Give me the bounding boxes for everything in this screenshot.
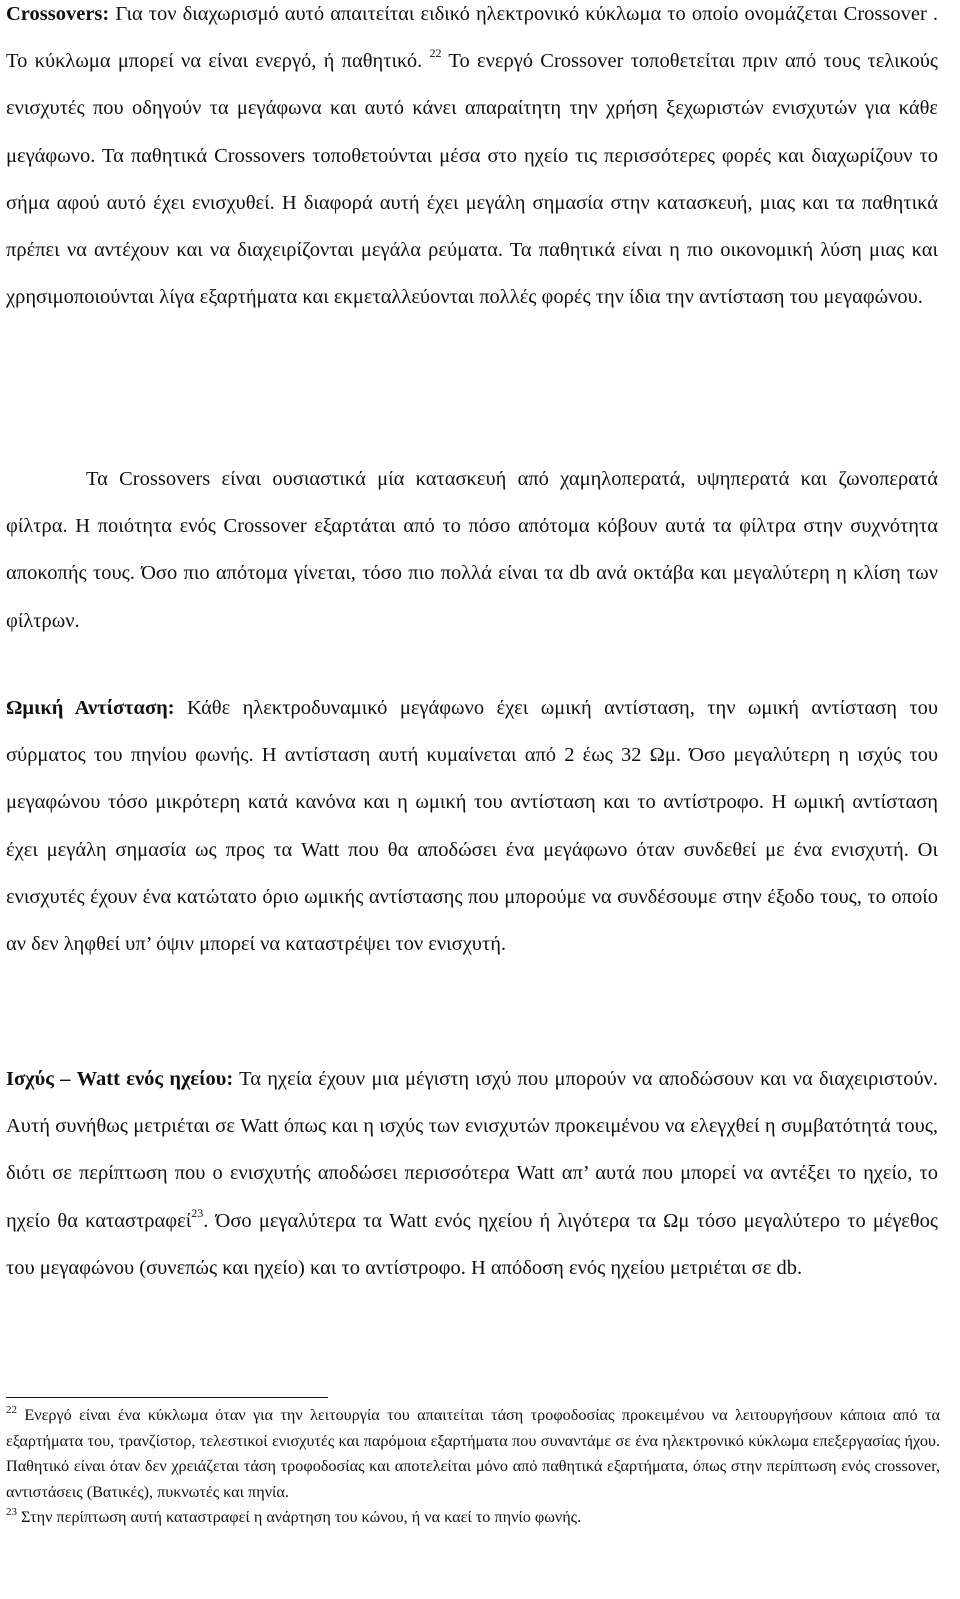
paragraph-text: Κάθε ηλεκτροδυναμικό μεγάφωνο έχει ωμική αντίσταση, την ωμική αντίσταση του σύρματος του πηνίου φωνής. Η αντίσταση αυτή κυμαίνεται από 2 έως 32 Ωμ. Όσο μεγαλύτερη η ισχύς του μεγαφώνου τόσο μικρότερη κατά κανόνα και η ωμική του αντίσταση και το αντίστροφο. Η ωμική αντίσταση έχει μεγάλη σημασία ως προς τα Watt που θα αποδώσει ένα μεγάφωνο όταν συνδεθεί με ένα ενισχυτή. Οι ενισχυτές έχουν ένα κατώτατο όριο ωμικής αντίστασης που μπορούμε να συνδέσουμε στην έξοδο τους, το οποίο αν δεν ληφθεί υπ’ όψιν μπορεί να καταστρέψει τον ενισχυτή. (6, 697, 938, 956)
footnote-number: 22 (6, 1403, 17, 1416)
paragraph-speaker-power (6, 1056, 938, 1292)
paragraph-text: Τα ηχεία έχουν μια μέγιστη ισχύ που μπορούν να αποδώσουν και να διαχειριστούν. Αυτή συνήθως μετριέται σε Watt όπως και η ισχύς των ενισχυτών προκειμένου να ελεγχθεί η συμβατότητά τους, διότι σε περίπτωση που ο ενισχυτής αποδώσει περισσότερα Watt απ’ αυτά που μπορεί να αντέξει το ηχείο, το ηχείο θα καταστραφεί (6, 1068, 938, 1232)
paragraph-text: . Όσο μεγαλύτερα τα Watt ενός ηχείου ή λιγότερα τα Ωμ τόσο μεγαλύτερο το μέγεθος του μεγαφώνου (συνεπώς και ηχείο) και το αντίστροφο. Η απόδοση ενός ηχείου μετριέται σε db. (6, 1209, 938, 1279)
term-crossovers: Crossovers: (6, 3, 110, 25)
paragraph-text: Το ενεργό Crossover τοποθετείται πριν από τους τελικούς ενισχυτές που οδηγούν τα μεγάφωνα και αυτό κάνει απαραίτητη την χρήση ξεχωριστών ενισχυτών για κάθε μεγάφωνο. Τα παθητικά Crossovers τοποθετούνται μέσα στο ηχείο τις περισσότερες φορές και διαχωρίζουν το σήμα αφού αυτό έχει ενισχυθεί. Η διαφορά αυτή έχει μεγάλη σημασία στην κατασκευή, μιας και τα παθητικά πρέπει να αντέχουν και να διαχειρίζονται μεγάλα ρεύματα. Τα παθητικά είναι η πιο οικονομική λύση μιας και χρησιμοποιούνται λίγα εξαρτήματα και εκμεταλλεύονται πολλές φορές την ίδια την αντίσταση του μεγαφώνου. (6, 50, 938, 309)
term-speaker-power: Ισχύς – Watt ενός ηχείου: (6, 1068, 234, 1090)
paragraph-crossovers (6, 0, 938, 321)
footnote-23 (6, 1505, 940, 1531)
footnote-22 (6, 1403, 940, 1505)
footnote-number: 23 (6, 1505, 17, 1518)
footnote-ref-22[interactable]: 22 (429, 46, 442, 61)
paragraph-crossover-filters (6, 456, 938, 645)
footnote-text: Στην περίπτωση αυτή καταστραφεί η ανάρτηση του κώνου, ή να καεί το πηνίο φωνής. (17, 1508, 582, 1527)
paragraph-text: Για τον διαχωρισμό αυτό απαιτείται ειδικό ηλεκτρονικό κύκλωμα το οποίο ονομάζεται Crossover . Το κύκλωμα μπορεί να είναι ενεργό, ή παθητικό. (6, 3, 938, 73)
footnotes (6, 1403, 940, 1531)
term-impedance: Ωμική Αντίσταση: (6, 697, 175, 719)
paragraph-text: Τα Crossovers είναι ουσιαστικά μία κατασκευή από χαμηλοπερατά, υψηπερατά και ζωνοπερατά φίλτρα. Η ποιότητα ενός Crossover εξαρτάται από το πόσο απότομα κόβουν αυτά τα φίλτρα στην συχνότητα αποκοπής τους. Όσο πιο απότομα γίνεται, τόσο πιο πολλά είναι τα db ανά οκτάβα και μεγαλύτερη η κλίση των φίλτρων. (6, 468, 938, 632)
footnote-ref-23[interactable]: 23 (191, 1205, 204, 1220)
footnote-text: Ενεργό είναι ένα κύκλωμα όταν για την λειτουργία του απαιτείται τάση τροφοδοσίας προκειμένου να λειτουργήσουν κάποια από τα εξαρτήματα του, τρανζίστορ, τελεστικοί ενισχυτές και παρόμοια εξαρτήματα που συναντάμε σε ένα ηλεκτρονικό κύκλωμα επεξεργασίας ήχου. Παθητικό είναι όταν δεν χρειάζεται τάση τροφοδοσίας και αποτελείται μόνο από παθητικά εξαρτήματα, όπως στην περίπτωση ενός crossover, αντιστάσεις (Βατικές), πυκνωτές και πηνία. (6, 1406, 940, 1501)
footnote-separator (6, 1397, 328, 1398)
paragraph-impedance (6, 685, 938, 968)
